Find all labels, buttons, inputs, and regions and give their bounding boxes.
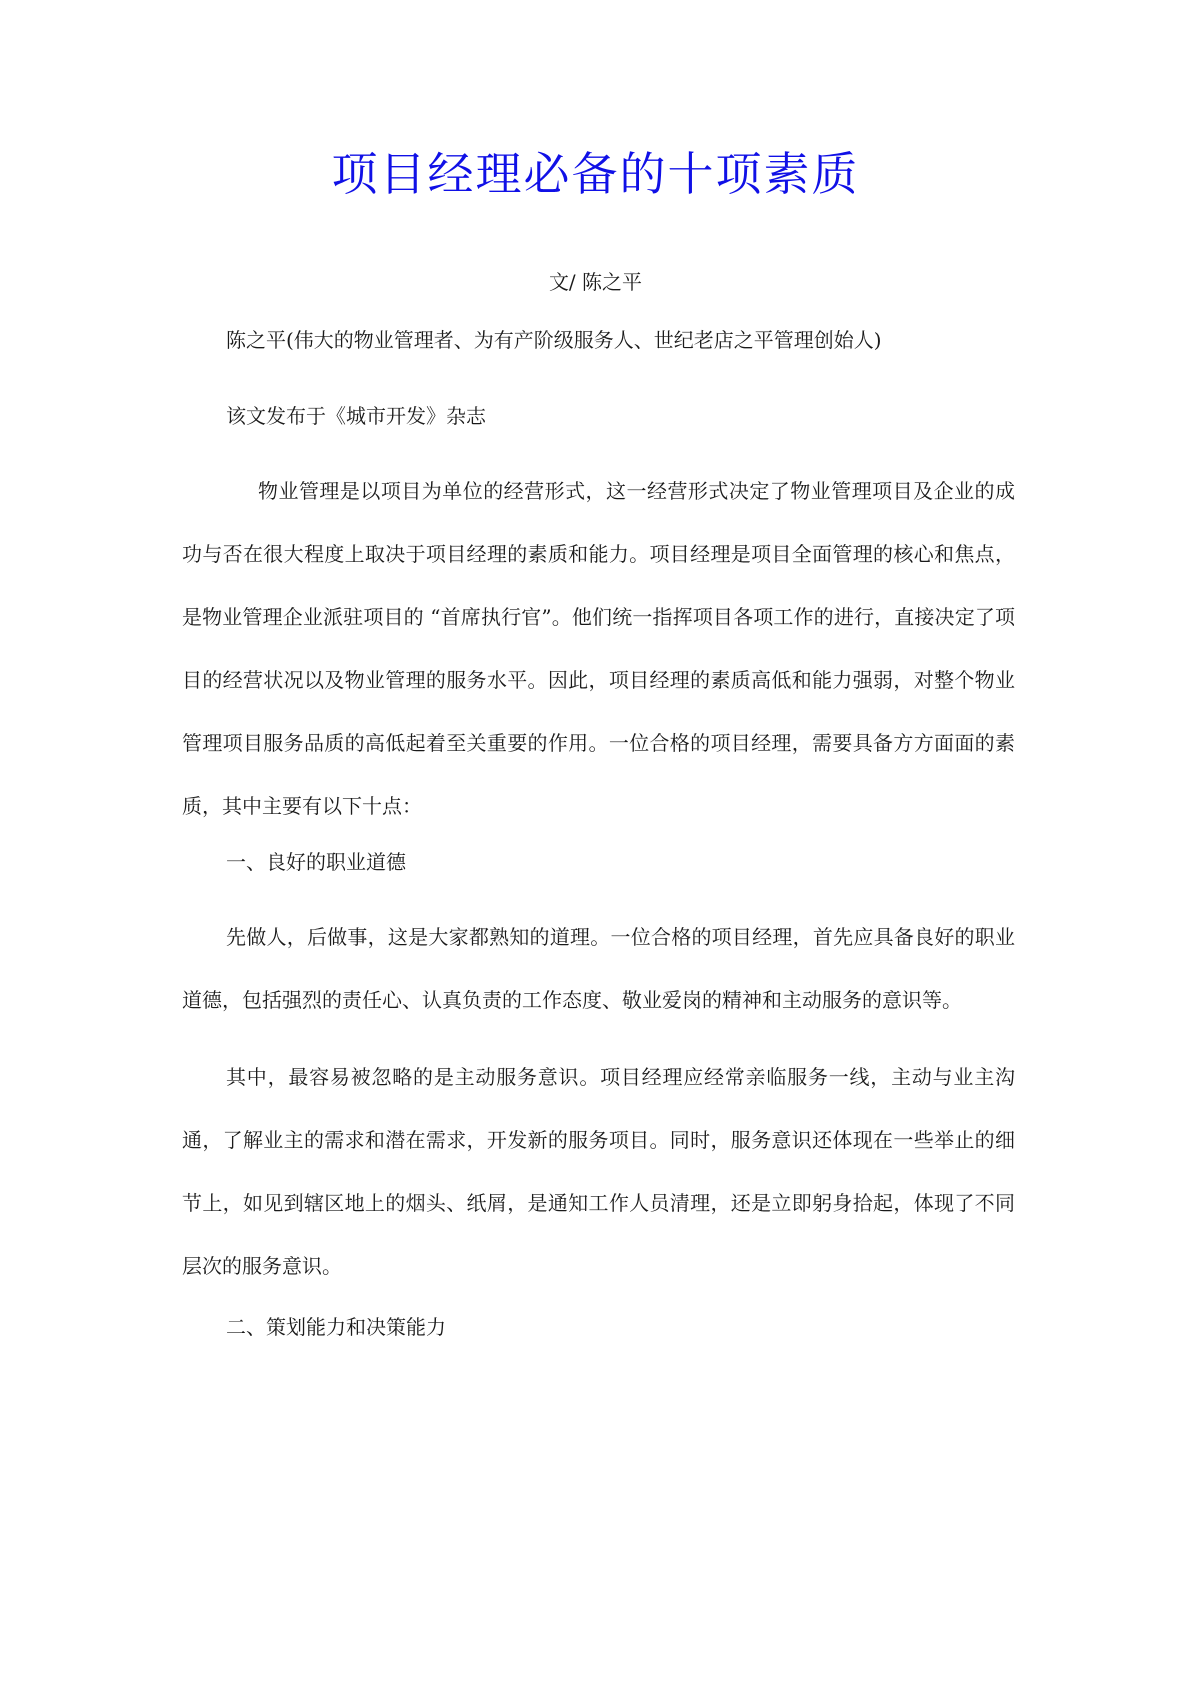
section1-paragraph: 先做人，后做事，这是大家都熟知的道理。一位合格的项目经理，首先应具备良好的职业道德，包括强烈的责任心、认真负责的工作态度、敬业爱岗的精神和主动服务的意识等。	[182, 925, 1015, 1012]
author-intro: 陈之平(伟大的物业管理者、为有产阶级服务人、世纪老店之平管理创始人)	[226, 328, 882, 352]
byline: 文/ 陈之平	[548, 270, 643, 294]
document-title: 项目经理必备的十项素质	[331, 147, 860, 201]
intro-paragraph: 物业管理是以项目为单位的经营形式，这一经营形式决定了物业管理项目及企业的成功与否在很大程度上取决于项目经理的素质和能力。项目经理是项目全面管理的核心和焦点，是物业管理企业派驻项目的 “首席执行官”。他们统一指挥项目各项工作的进行，直接决定了项目的经营状况以及物业管理的服务水平。因此，项目经理的素质高低和能力强弱，对整个物业管理项目服务品质的高低起着至关重要的作用。一位合格的项目经理，需要具备方方面面的素质，其中主要有以下十点：	[182, 479, 1015, 818]
publication-note: 该文发布于《城市开发》杂志	[226, 404, 486, 428]
section1-paragraph: 其中，最容易被忽略的是主动服务意识。项目经理应经常亲临服务一线，主动与业主沟通，了解业主的需求和潜在需求，开发新的服务项目。同时，服务意识还体现在一些举止的细节上，如见到辖区地上的烟头、纸屑，是通知工作人员清理，还是立即躬身拾起，体现了不同层次的服务意识。	[182, 1065, 1015, 1278]
section1-heading: 一、良好的职业道德	[226, 850, 406, 874]
section2-heading: 二、策划能力和决策能力	[226, 1315, 446, 1339]
